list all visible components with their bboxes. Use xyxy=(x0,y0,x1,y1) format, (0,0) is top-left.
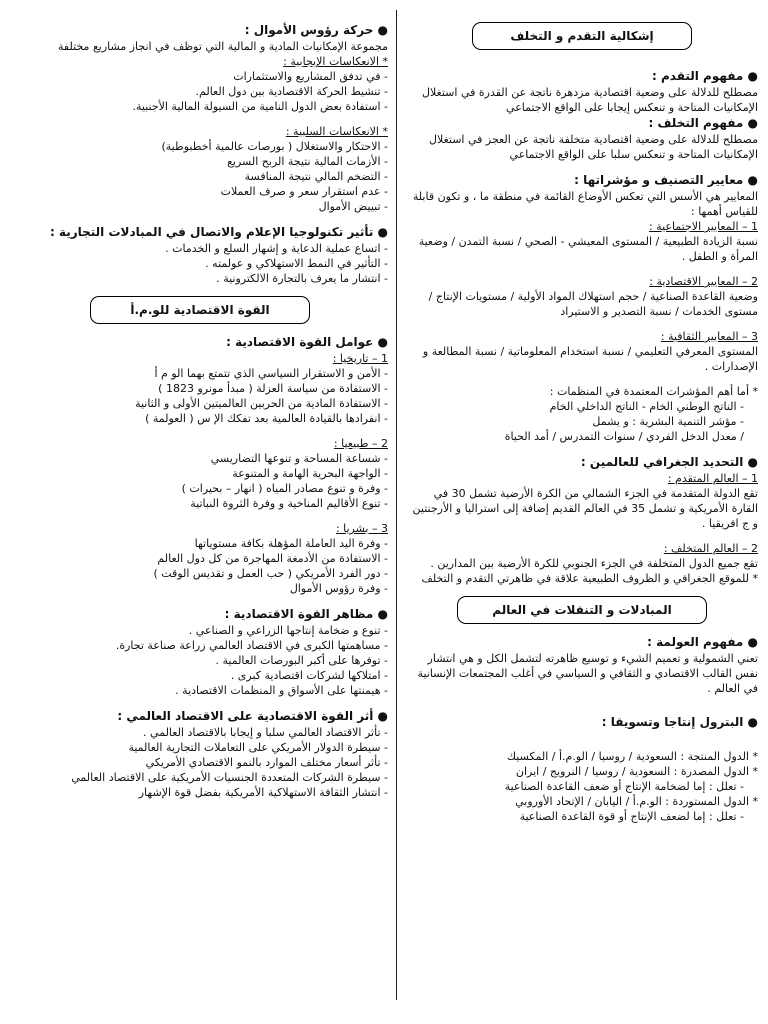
impact-item: - سيطرة الدولار الأمريكي على التعاملات التجارية العالمية xyxy=(128,741,388,754)
aspect-item: - توفرها على أكبر البورصات العالمية . xyxy=(215,654,388,667)
backward-world-note: * للموقع الجغرافي و الظروف الطبيعية علاقة في ظاهرتي التقدم و التخلف xyxy=(421,572,758,585)
negative-effects-heading: * الانعكاسات السلبية : xyxy=(285,125,388,138)
impact-heading: ● أثر القوة الاقتصادية على الاقتصاد العالمي : xyxy=(117,709,388,723)
right-column xyxy=(406,22,758,824)
indicator-item: / معدل الدخل الفردي / سنوات التمدرس / أمد الحياة xyxy=(504,430,744,443)
impact-item: - انتشار الثقافة الاستهلاكية الأمريكية بفضل قوة الإشهار xyxy=(138,786,388,799)
human-item: - دور الفرد الأمريكي ( حب العمل و تقديس الوقت ) xyxy=(153,567,388,580)
oil-item: - تعلل : إما لضعف الإنتاج أو قوة القاعدة الصناعية xyxy=(519,810,744,823)
human-heading: 3 – بشريا : xyxy=(335,522,388,535)
aspect-item: - امتلاكها لشركات اقتصادية كبرى . xyxy=(230,669,388,682)
positive-effect-item: - في تدفق المشاريع والاستثمارات xyxy=(233,70,388,83)
media-heading: ● تأثير تكنولوجيا الإعلام والاتصال في المبادلات التجارية : xyxy=(49,225,388,239)
natural-item: - الواجهة البحرية الهامة و المتنوعة xyxy=(232,467,388,480)
capital-heading: ● حركة رؤوس الأموال : xyxy=(244,23,388,37)
aspect-item: - هيمنتها على الأسواق و المنظمات الاقتصادية . xyxy=(175,684,388,697)
globalization-heading: ● مفهوم العولمة : xyxy=(647,635,758,649)
positive-effect-item: - استفادة بعض الدول النامية من السيولة المالية الأجنبية. xyxy=(132,100,388,113)
oil-heading: ● البترول إنتاجا وتسويقا : xyxy=(601,715,758,729)
historical-item: - الاستفادة المادية من الحربين العالميتين الأولى و الثانية xyxy=(135,397,388,410)
aspect-item: - تنوع و ضخامة إنتاجها الزراعي و الصناعي . xyxy=(188,624,388,637)
backward-world-heading: 2 – العالم المتخلف : xyxy=(663,542,758,555)
impact-item: - سيطرة الشركات المتعددة الجنسيات الأمريكية على الاقتصاد العالمي xyxy=(71,771,388,784)
advanced-world-text: تقع الدولة المتقدمة في الجزء الشمالي من الكرة الأرضية تشمل 30 في القارة الأمريكية و تشمل 35 في العالم القديم إضافة إلى استراليا و الأرجنتين و ج افريقيا . xyxy=(412,487,758,530)
capital-text: مجموعة الإمكانيات المادية و المالية التي توظف في انجاز مشاريع مختلفة xyxy=(58,40,388,53)
backward-world-text: تقع جميع الدول المتخلفة في الجزء الجنوبي للكرة الأرضية بين المدارين . xyxy=(430,557,758,570)
impact-item: - تأثر أسعار مختلف الموارد بالنمو الاقتصادي الأمريكي xyxy=(145,756,388,769)
media-item: - انتشار ما يعرف بالتجارة الالكترونية . xyxy=(216,272,388,285)
natural-item: - وفرة و تنوع مصادر المياه ( انهار – بحيرات ) xyxy=(181,482,388,495)
social-criteria-heading: 1 – المعايير الاجتماعية : xyxy=(648,220,758,233)
aspects-heading: ● مظاهر القوة الاقتصادية : xyxy=(224,607,388,621)
criteria-heading: ● معايير التصنيف و مؤشراتها : xyxy=(574,173,758,187)
advanced-world-heading: 1 – العالم المتقدم : xyxy=(667,472,758,485)
economic-criteria-text: وضعية القاعدة الصناعية / حجم استهلاك المواد الأولية / مستويات الإنتاج / مستوى الخدمات / نسبة التصدير و الاستيراد xyxy=(428,290,758,318)
section-title-box: القوة الاقتصادية للو.م.أ xyxy=(90,296,310,324)
human-item: - وفرة رؤوس الأموال xyxy=(289,582,388,595)
column-divider xyxy=(396,10,397,1000)
progress-heading: ● مفهوم التقدم : xyxy=(652,69,758,83)
criteria-text: المعايير هي الأسس التي تعكس الأوضاع القائمة في منطقة ما ، و تكون قابلة للقياس أهمها : xyxy=(412,190,758,218)
natural-heading: 2 – طبيعيا : xyxy=(333,437,388,450)
natural-item: - تنوع الأقاليم المناخية و وفرة الثروة النباتية xyxy=(190,497,388,510)
media-item: - اتساع عملية الدعاية و إشهار السلع و الخدمات . xyxy=(165,242,388,255)
historical-item: - الاستفادة من سياسة العزلة ( مبدأ مونرو 1823 ) xyxy=(158,382,388,395)
negative-effect-item: - تبييض الأموال xyxy=(318,200,388,213)
natural-item: - شساعة المساحة و تنوعها التضاريسي xyxy=(210,452,388,465)
aspect-item: - مساهمتها الكبرى في الاقتصاد العالمي زراعة صناعة تجارة. xyxy=(115,639,388,652)
human-item: - وفرة اليد العاملة المؤهلة بكافة مستوياتها xyxy=(194,537,388,550)
underdevelopment-text: مصطلح للدلالة على وضعية اقتصادية متخلفة ناتجة عن العجز في استغلال الإمكانيات المتاحة و تنعكس سلبا على الواقع الاجتماعي xyxy=(429,133,758,161)
indicator-item: - مؤشر التنمية البشرية : و يشمل xyxy=(592,415,744,428)
cultural-criteria-heading: 3 – المعايير الثقافية : xyxy=(660,330,758,343)
historical-item: - الأمن و الاستقرار السياسي الذي تتمتع بهما الو م أ xyxy=(154,367,388,380)
economic-criteria-heading: 2 – المعايير الاقتصادية : xyxy=(649,275,758,288)
section-title-box: المبادلات و التنقلات في العالم xyxy=(457,596,707,624)
oil-item: - تعلل : إما لضخامة الإنتاج أو ضعف القاعدة الصناعية xyxy=(504,780,744,793)
positive-effect-item: - تنشيط الحركة الاقتصادية بين دول العالم. xyxy=(195,85,388,98)
positive-effects-heading: * الانعكاسات الإيجابية : xyxy=(283,55,388,68)
oil-item: * الدول المنتجة : السعودية / روسيا / الو.م.أ / المكسيك xyxy=(507,750,758,763)
negative-effect-item: - الاحتكار والاستغلال ( بورصات عالمية أخطبوطية) xyxy=(161,140,388,153)
left-column xyxy=(12,22,388,800)
oil-item: * الدول المستوردة : الو.م.أ / اليابان / الإتحاد الأوروبي xyxy=(515,795,758,808)
negative-effect-item: - عدم استقرار سعر و صرف العملات xyxy=(220,185,388,198)
historical-heading: 1 – تاريخيا : xyxy=(332,352,388,365)
impact-item: - تأثر الاقتصاد العالمي سلبا و إيجابا بالاقتصاد العالمي . xyxy=(143,726,388,739)
indicators-intro: * أما أهم المؤشرات المعتمدة في المنظمات : xyxy=(549,385,758,398)
media-item: - التأثير في النمط الاستهلاكي و عولمته . xyxy=(205,257,388,270)
cultural-criteria-text: المستوى المعرفي التعليمي / نسبة استخدام المعلوماتية / نسبة المطالعة و الإصدارات . xyxy=(422,345,758,373)
progress-text: مصطلح للدلالة على وضعية اقتصادية مزدهرة ناتجة عن القدرة في استغلال الإمكانيات المتاحة و تنعكس إيجابا على الواقع الاجتماعي xyxy=(422,86,758,114)
oil-item: * الدول المصدرة : السعودية / روسيا / النرويج / ايران xyxy=(515,765,758,778)
social-criteria-text: نسبة الزيادة الطبيعية / المستوى المعيشي - الصحي / نسبة التمدن / وضعية المرأة و الطفل . xyxy=(418,235,758,263)
historical-item: - انفرادها بالقيادة العالمية بعد تفكك الإ س ( العولمة ) xyxy=(145,412,388,425)
section-title-box: إشكالية التقدم و التخلف xyxy=(472,22,692,50)
globalization-text: تعني الشمولية و تعميم الشيء و توسيع ظاهرته لتشمل الكل و هي انتشار نفس القالب الاقتصادي و الثقافي و السياسي في أغلب المجتمعات الإنسانية في العالم . xyxy=(417,652,758,695)
underdevelopment-heading: ● مفهوم التخلف : xyxy=(648,116,758,130)
human-item: - الاستفادة من الأدمغة المهاجرة من كل دول العالم xyxy=(157,552,388,565)
negative-effect-item: - التضخم المالي نتيجة المنافسة xyxy=(244,170,388,183)
factors-heading: ● عوامل القوة الاقتصادية : xyxy=(226,335,388,349)
geo-heading: ● التحديد الجغرافي للعالمين : xyxy=(580,455,758,469)
indicator-item: - الناتج الوطني الخام - الناتج الداخلي الخام xyxy=(549,400,744,413)
negative-effect-item: - الأزمات المالية نتيجة الربح السريع xyxy=(227,155,388,168)
